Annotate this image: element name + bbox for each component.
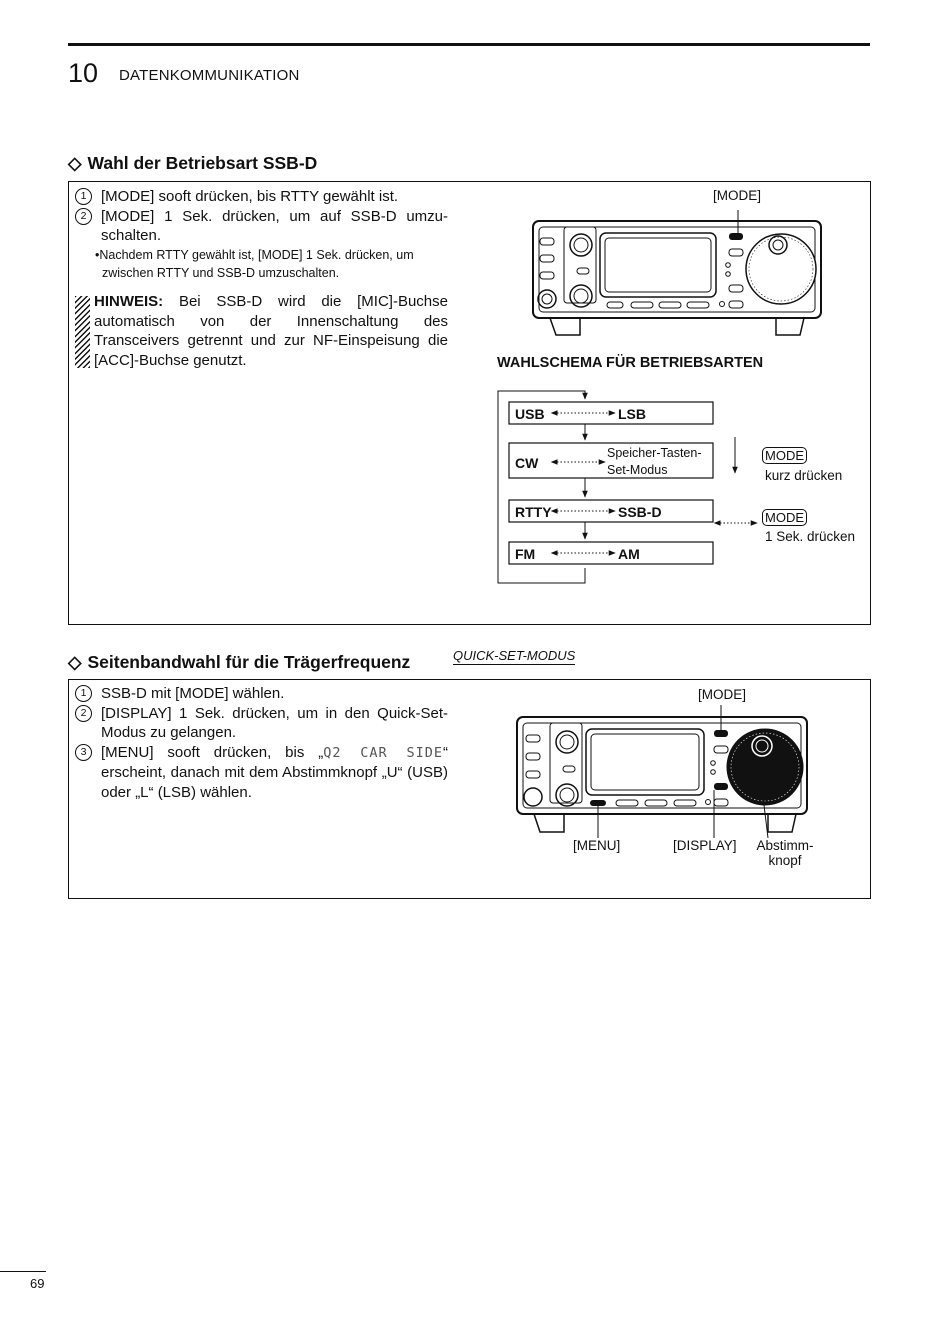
- step-1: [75, 684, 448, 704]
- step-number: 1: [75, 188, 92, 205]
- mode-key-label: [MODE]: [713, 188, 762, 203]
- quick-set-mode-tag: QUICK-SET-MODUS: [453, 648, 576, 663]
- note-hatch-icon: [75, 296, 90, 368]
- step-number: 1: [75, 685, 92, 702]
- step-text: [MODE] 1 Sek. drücken, um auf SSB-D umzu-schalten.: [101, 207, 448, 244]
- mode-key-label: [MODE]: [698, 687, 747, 702]
- step-3: [75, 743, 448, 803]
- step-text-after: “ erscheint, danach mit dem Abstimmknopf „U“ (USB) oder „L“ (LSB) wählen.: [101, 743, 448, 801]
- tuning-knob-label-line1: Abstimm-: [756, 838, 814, 853]
- section1-heading: [68, 153, 317, 174]
- tuning-knob-label-line2: knopf: [768, 853, 802, 868]
- mode-badge-short: MODE: [762, 447, 807, 464]
- menu-key-label: [MENU]: [573, 838, 621, 853]
- note-text: Bei SSB-D wird die [MIC]-Buchse automatisch von der Innenschaltung des Transceivers getrennt und zur NF-Einspeisung die [ACC]-Buchse genutzt.: [94, 293, 448, 369]
- step-text: [DISPLAY] 1 Sek. drücken, um in den Quick-Set-Modus zu gelangen.: [101, 704, 448, 741]
- note: [75, 292, 448, 370]
- step-number: 2: [75, 705, 92, 722]
- transceiver-front-icon: [512, 700, 817, 845]
- step-text-before: [MENU] sooft drücken, bis „: [101, 743, 324, 761]
- tuning-knob-label: [752, 838, 818, 868]
- scheme-am: AM: [618, 546, 640, 562]
- legend-short-press: kurz drücken: [765, 468, 843, 483]
- step-number: 3: [75, 744, 92, 761]
- section2-heading: [68, 652, 410, 673]
- header-rule: [68, 43, 870, 46]
- step-2: [75, 704, 448, 743]
- scheme-cw: CW: [515, 455, 539, 471]
- transceiver-front-icon: [528, 205, 828, 340]
- step-1: [75, 187, 448, 207]
- chapter-number: 10: [68, 58, 99, 88]
- display-key-label: [DISPLAY]: [673, 838, 737, 853]
- mode-badge-long: MODE: [762, 509, 807, 526]
- step-2-bullet: •Nachdem RTTY gewählt ist, [MODE] 1 Sek. drücken, um zwischen RTTY und SSB-D umzuschalten.: [95, 247, 414, 280]
- section1-steps: [75, 187, 448, 282]
- scheme-fm: FM: [515, 546, 536, 562]
- scheme-lsb: LSB: [618, 406, 646, 422]
- section1-title: Wahl der Betriebsart SSB-D: [87, 153, 318, 173]
- scheme-rtty: RTTY: [515, 504, 552, 520]
- chapter-title: DATENKOMMUNIKATION: [119, 67, 300, 84]
- scheme-memory-line2: Set-Modus: [607, 463, 668, 477]
- mode-selection-diagram: [495, 385, 867, 590]
- note-label: HINWEIS:: [94, 293, 164, 310]
- lcd-text: Q2 CAR SIDE: [323, 744, 443, 761]
- legend-long-press: 1 Sek. drücken: [765, 529, 856, 544]
- step-text: SSB-D mit [MODE] wählen.: [101, 685, 285, 702]
- scheme-memory-line1: Speicher-Tasten-: [607, 446, 702, 460]
- page-number: 69: [30, 1276, 45, 1291]
- diamond-icon: ◇: [68, 153, 82, 173]
- step-2: [75, 207, 448, 246]
- scheme-title: WAHLSCHEMA FÜR BETRIEBSARTEN: [497, 355, 764, 371]
- diamond-icon: ◇: [68, 652, 82, 672]
- scheme-ssb-d: SSB-D: [618, 504, 662, 520]
- step-number: 2: [75, 208, 92, 225]
- footer-rule: [0, 1271, 46, 1272]
- section2-title: Seitenbandwahl für die Trägerfrequenz: [87, 652, 411, 672]
- section2-steps: [75, 684, 448, 802]
- step-text: [MODE] sooft drücken, bis RTTY gewählt ist.: [101, 188, 399, 205]
- scheme-memory-key-set-mode: [607, 445, 702, 479]
- scheme-usb: USB: [515, 406, 545, 422]
